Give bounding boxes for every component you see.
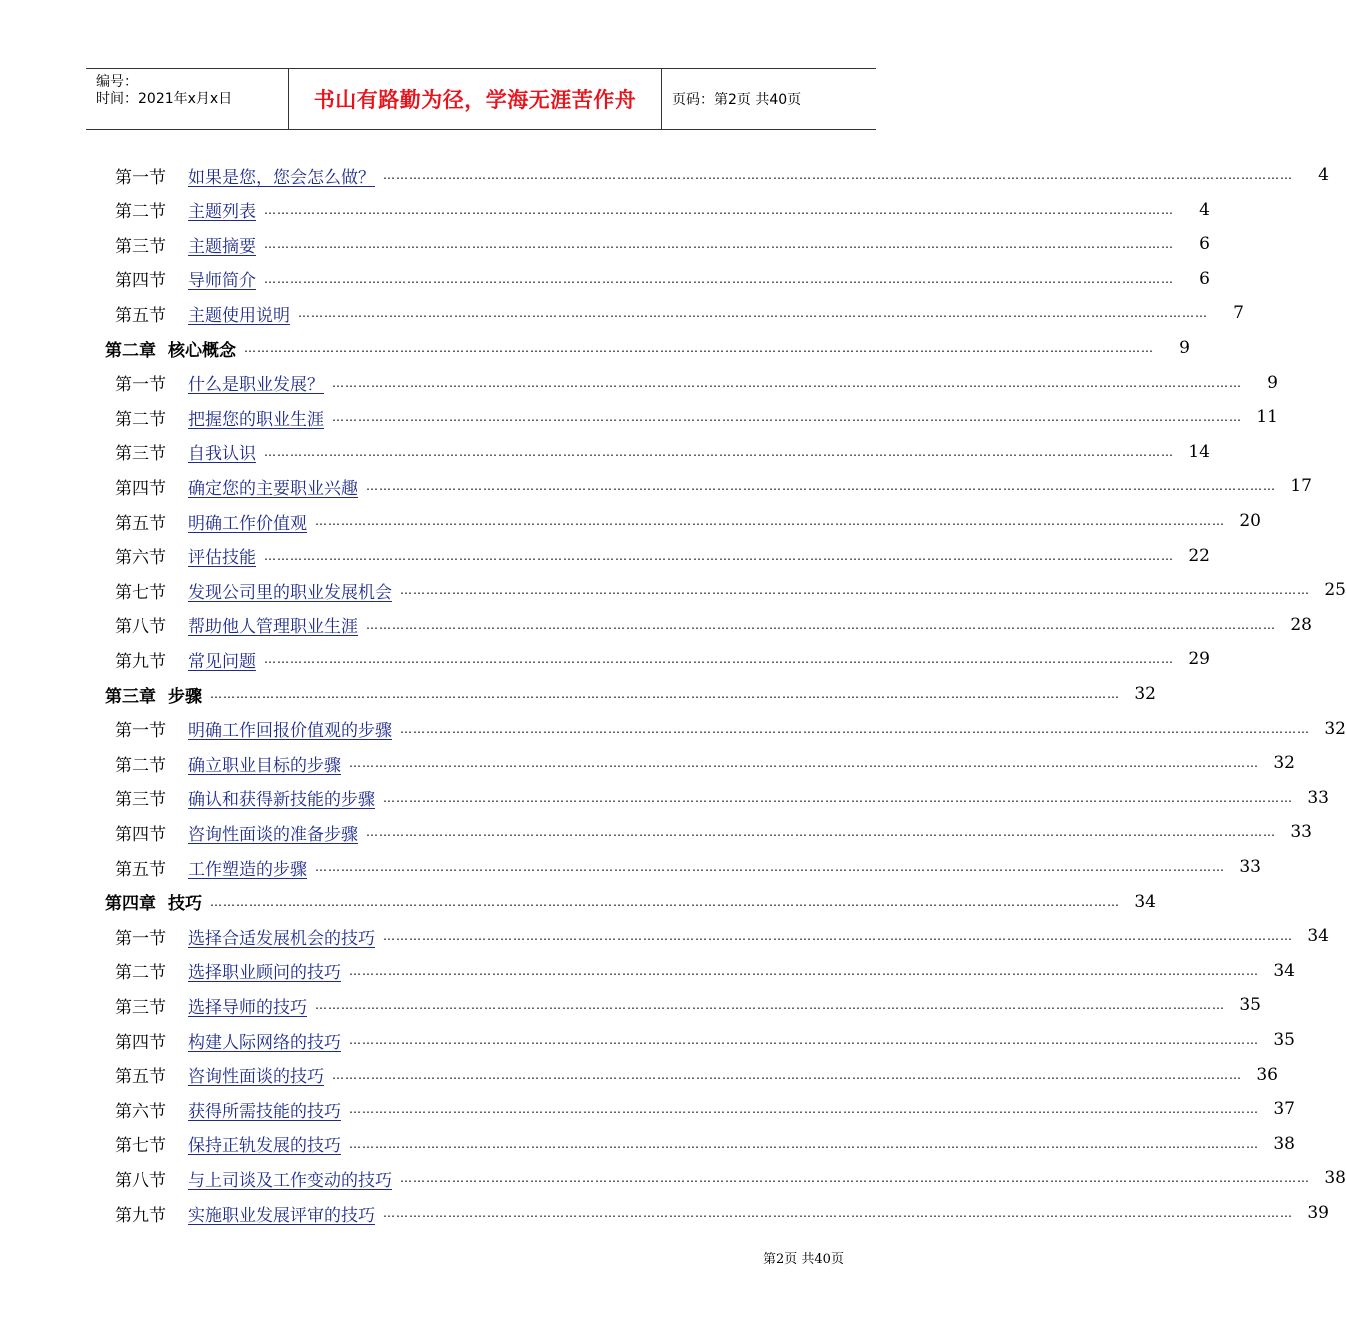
toc-section-row [0,539,1210,573]
toc-number: 第二节 [115,963,166,984]
toc-page-number: 9 [1267,372,1278,393]
toc-leader-dots [298,306,1208,320]
toc-leader-dots [332,1068,1242,1082]
toc-chapter-title: 步骤 [168,686,202,707]
toc-number: 第一节 [115,928,166,949]
toc-leader-dots [264,445,1174,459]
toc-section-row [0,400,1278,434]
toc-page-number: 33 [1239,857,1261,877]
toc-page-number: 39 [1307,1203,1329,1223]
toc-number: 第九节 [115,651,166,672]
toc-page-number: 35 [1273,1030,1295,1050]
toc-section-link[interactable]: 发现公司里的职业发展机会 [188,582,392,603]
toc-number: 第四节 [115,271,166,292]
toc-page-number: 32 [1324,718,1346,739]
toc-section-row [0,296,1244,330]
page-header [86,68,876,130]
toc-section-row [0,1196,1329,1230]
toc-page-number: 34 [1307,926,1329,947]
toc-page-number: 6 [1199,268,1210,289]
toc-number: 第四节 [115,1032,166,1053]
toc-section-link[interactable]: 自我认识 [188,444,256,465]
toc-page-number: 20 [1239,511,1261,531]
header-meta [86,69,288,129]
toc-leader-dots [383,791,1293,805]
toc-number: 第五节 [115,305,166,326]
toc-number: 第二章 [105,340,156,361]
toc-number: 第七节 [115,1136,166,1157]
toc-leader-dots [400,1171,1310,1185]
toc-number: 第三节 [115,236,166,257]
time-text: 时间：2021年x月x日 [96,91,233,107]
toc-number: 第五节 [115,859,166,880]
toc-section-row [0,815,1312,849]
toc-section-row [0,1127,1295,1161]
toc-number: 第九节 [115,1205,166,1226]
toc-section-row [0,642,1210,676]
toc-section-row [0,1092,1295,1126]
toc-page-number: 36 [1256,1064,1278,1085]
toc-number: 第二节 [115,755,166,776]
toc-section-row [0,746,1295,780]
toc-section-link[interactable]: 如果是您，您会怎么做？ [188,167,375,188]
toc-leader-dots [332,410,1242,424]
toc-page-number: 38 [1273,1133,1295,1154]
toc-number: 第一节 [115,721,166,742]
toc-number: 第六节 [115,1101,166,1122]
toc-section-row [0,954,1295,988]
toc-number: 第五节 [115,513,166,534]
toc-section-link[interactable]: 咨询性面谈的技巧 [188,1067,324,1088]
toc-number: 第三节 [115,790,166,811]
toc-section-row [0,919,1329,953]
header-page-info: 页码：第2页 共40页 [672,92,802,108]
toc-leader-dots [264,549,1174,563]
motto-text: 书山有路勤为径，学海无涯苦作舟 [313,88,637,112]
toc-leader-dots [264,203,1174,217]
toc-section-row [0,988,1261,1022]
toc-page-number: 14 [1188,441,1210,462]
toc-number: 第二节 [115,409,166,430]
toc-section-link[interactable]: 选择导师的技巧 [188,997,307,1018]
toc-page-number: 33 [1290,822,1312,843]
toc-section-row [0,1023,1295,1057]
toc-page-number: 34 [1273,960,1295,981]
toc-number: 第三节 [115,997,166,1018]
page-footer: 第2页 共40页 [763,1252,844,1267]
toc-page-number: 17 [1290,476,1312,497]
toc-leader-dots [210,895,1120,909]
toc-leader-dots [383,929,1293,943]
toc-section-row [0,850,1261,884]
toc-number: 第四节 [115,824,166,845]
toc-section-link[interactable]: 什么是职业发展？ [188,375,324,396]
toc-leader-dots [349,964,1259,978]
toc-section-row [0,262,1210,296]
toc-page-number: 37 [1273,1099,1295,1120]
toc-page-number: 6 [1199,234,1210,255]
toc-leader-dots [400,583,1310,597]
toc-leader-dots [349,1033,1259,1047]
toc-number: 第三章 [105,686,156,707]
toc-section-link[interactable]: 确立职业目标的步骤 [188,755,341,776]
toc-section-link[interactable]: 导师简介 [188,271,256,292]
toc-section-row [0,366,1278,400]
toc-section-link[interactable]: 帮助他人管理职业生涯 [188,617,358,638]
toc-page-number: 33 [1307,787,1329,808]
toc-leader-dots [400,722,1310,736]
toc-section-link[interactable]: 咨询性面谈的准备步骤 [188,824,358,845]
toc-chapter-row [0,331,1190,365]
toc-page-number: 25 [1324,580,1346,601]
toc-number: 第五节 [115,1067,166,1088]
toc-page-number: 4 [1318,165,1329,185]
toc-page-number: 11 [1256,407,1278,428]
toc-leader-dots [244,341,1154,355]
toc-section-link[interactable]: 主题使用说明 [188,305,290,326]
toc-section-link[interactable]: 获得所需技能的技巧 [188,1101,341,1122]
toc-leader-dots [349,756,1259,770]
toc-leader-dots [315,514,1225,528]
toc-chapter-title: 技巧 [168,894,202,915]
toc-section-link[interactable]: 明确工作价值观 [188,513,307,534]
toc-section-row [0,573,1346,607]
toc-number: 第四节 [115,478,166,499]
toc-number: 第一节 [115,375,166,396]
toc-chapter-title: 核心概念 [168,340,236,361]
toc-page-number: 29 [1188,649,1210,670]
toc-leader-dots [366,825,1276,839]
toc-section-link[interactable]: 确定您的主要职业兴趣 [188,478,358,499]
toc-section-link[interactable]: 主题列表 [188,202,256,223]
toc-leader-dots [210,687,1120,701]
toc-section-row [0,227,1210,261]
toc-section-link[interactable]: 工作塑造的步骤 [188,859,307,880]
toc-chapter-row [0,885,1156,919]
code-label: 编号： [96,74,138,90]
toc-section-row [0,781,1329,815]
toc-page-number: 4 [1199,199,1210,220]
toc-section-row [0,1161,1346,1195]
toc-leader-dots [264,237,1174,251]
toc-page-number: 38 [1324,1168,1346,1189]
toc-section-link[interactable]: 确认和获得新技能的步骤 [188,790,375,811]
toc-number: 第四章 [105,894,156,915]
toc-page-number: 7 [1233,303,1244,324]
toc-section-link[interactable]: 常见问题 [188,651,256,672]
toc-leader-dots [366,618,1276,632]
toc-section-row [0,608,1312,642]
toc-number: 第六节 [115,548,166,569]
toc-page-number: 32 [1134,684,1156,704]
toc-section-row [0,712,1346,746]
toc-section-link[interactable]: 把握您的职业生涯 [188,409,324,430]
toc-leader-dots [332,376,1242,390]
toc-section-row [0,469,1312,503]
toc-leader-dots [366,479,1276,493]
toc-section-row [0,1058,1278,1092]
toc-page-number: 34 [1134,891,1156,912]
toc-section-link[interactable]: 评估技能 [188,548,256,569]
toc-section-link[interactable]: 实施职业发展评审的技巧 [188,1205,375,1226]
toc-page-number: 28 [1290,614,1312,635]
toc-page-number: 9 [1179,338,1190,358]
toc-leader-dots [349,1102,1259,1116]
toc-number: 第三节 [115,444,166,465]
toc-section-link[interactable]: 选择合适发展机会的技巧 [188,928,375,949]
toc-section-link[interactable]: 构建人际网络的技巧 [188,1032,341,1053]
toc-section-link[interactable]: 与上司谈及工作变动的技巧 [188,1170,392,1191]
toc-section-row [0,193,1210,227]
toc-leader-dots [349,1137,1259,1151]
toc-leader-dots [383,1206,1293,1220]
toc-number: 第八节 [115,617,166,638]
toc-page-number: 35 [1239,995,1261,1016]
toc-number: 第二节 [115,202,166,223]
toc-page-number: 32 [1273,753,1295,774]
toc-section-row [0,504,1261,538]
toc-number: 第一节 [115,167,166,188]
toc-leader-dots [315,860,1225,874]
toc-number: 第七节 [115,582,166,603]
toc-page-number: 22 [1188,545,1210,566]
toc-section-link[interactable]: 主题摘要 [188,236,256,257]
toc-section-link[interactable]: 选择职业顾问的技巧 [188,963,341,984]
toc-section-link[interactable]: 明确工作回报价值观的步骤 [188,721,392,742]
toc-section-row [0,435,1210,469]
toc-section-link[interactable]: 保持正轨发展的技巧 [188,1136,341,1157]
toc-section-row [0,158,1329,192]
toc-leader-dots [315,998,1225,1012]
header-motto [288,69,662,129]
toc-leader-dots [383,168,1293,182]
toc-leader-dots [264,272,1174,286]
toc-leader-dots [264,652,1174,666]
toc-number: 第八节 [115,1170,166,1191]
toc-chapter-row [0,677,1156,711]
